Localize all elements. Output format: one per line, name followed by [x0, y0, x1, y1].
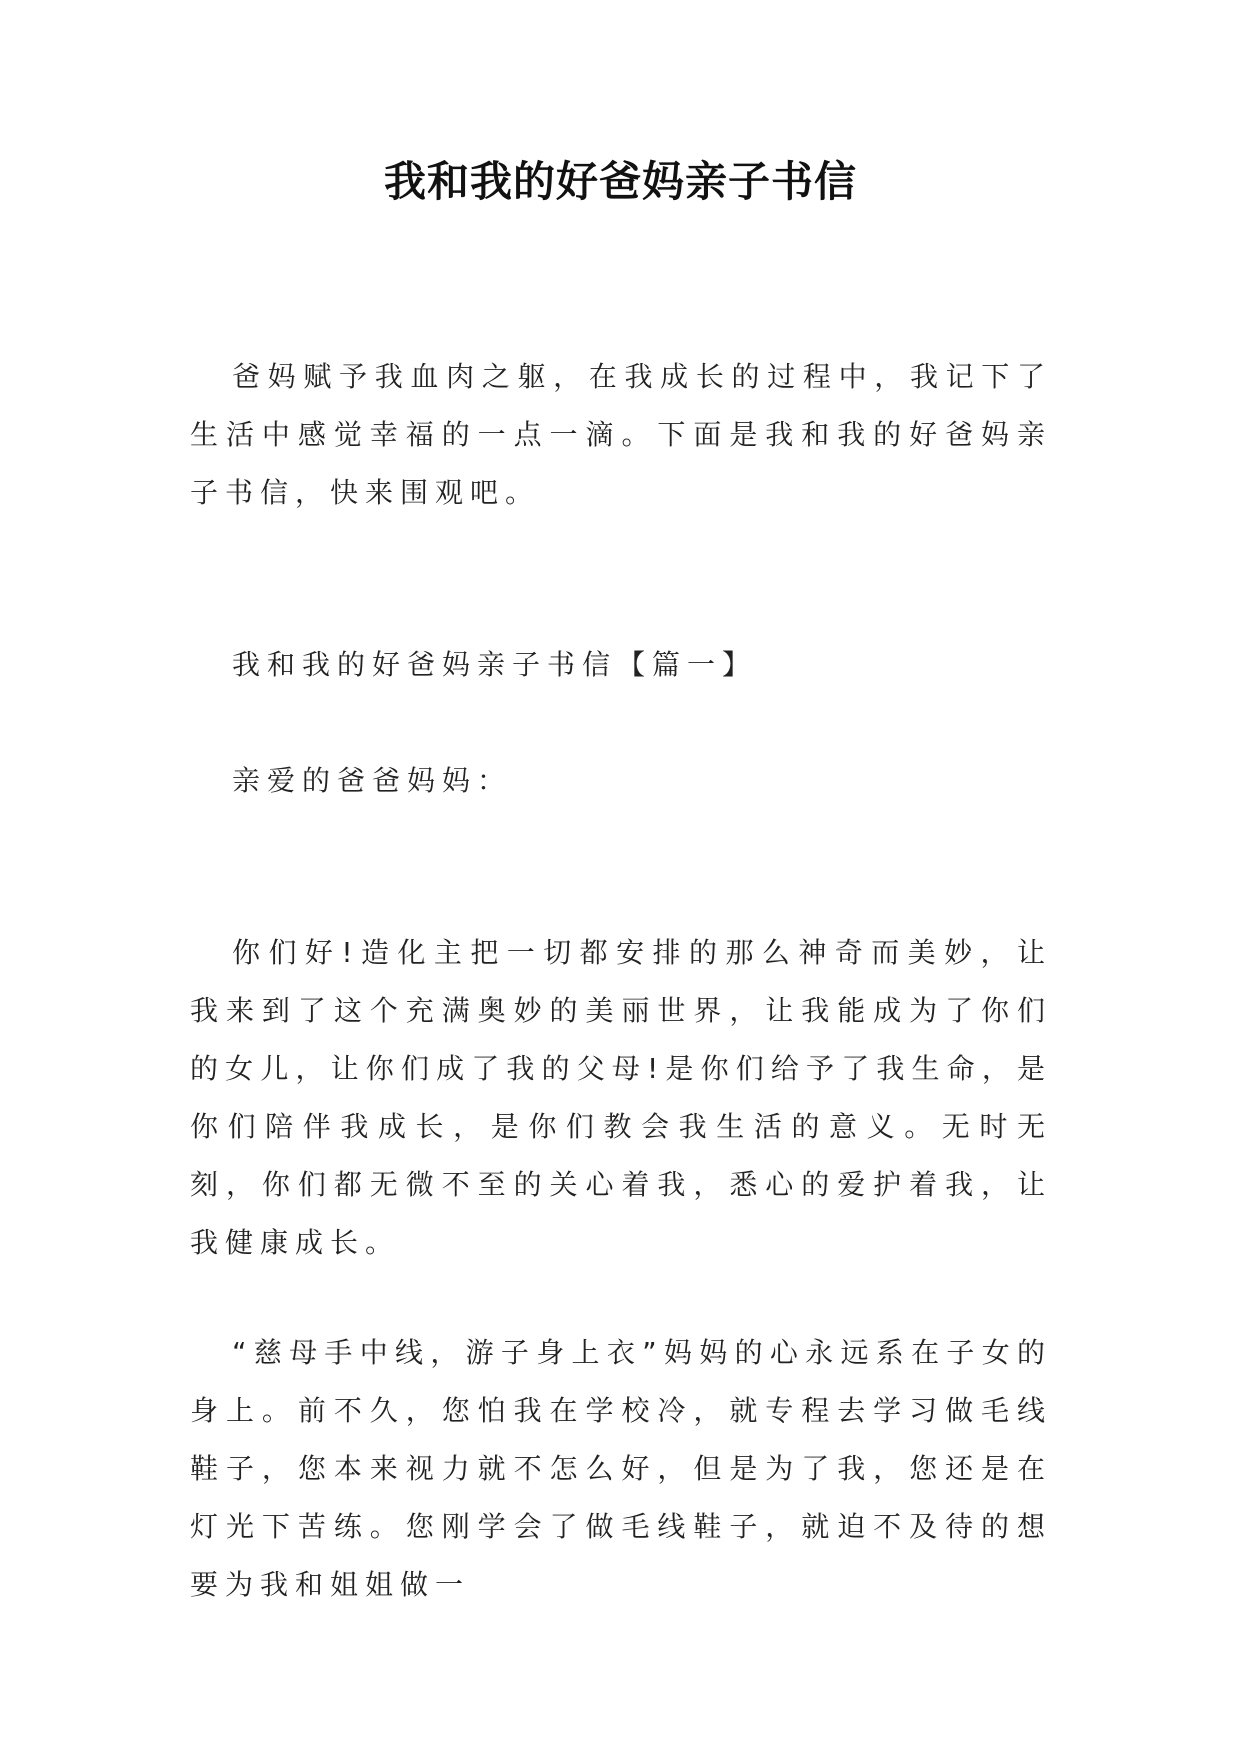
body-paragraph: “慈母手中线，游子身上衣”妈妈的心永远系在子女的身上。前不久，您怕我在学校冷，就专程去学习做毛线鞋子，您本来视力就不怎么好，但是为了我，您还是在灯光下苦练。您刚学会了做毛线鞋子，就迫不及待的想要为我和姐姐做一	[190, 1336, 1052, 1601]
intro-paragraph: 爸妈赋予我血肉之躯，在我成长的过程中，我记下了生活中感觉幸福的一点一滴。下面是我和我的好爸妈亲子书信，快来围观吧。	[190, 360, 1052, 509]
document-title: 我和我的好爸妈亲子书信	[383, 157, 857, 206]
section-heading: 我和我的好爸妈亲子书信【篇一】	[232, 648, 758, 681]
letter-greeting: 亲爱的爸爸妈妈：	[232, 764, 513, 797]
body-paragraph: 你们好!造化主把一切都安排的那么神奇而美妙，让我来到了这个充满奥妙的美丽世界，让我能成为了你们的女儿，让你们成了我的父母!是你们给予了我生命，是你们陪伴我成长，是你们教会我生活的意义。无时无刻，你们都无微不至的关心着我，悉心的爱护着我，让我健康成长。	[190, 936, 1052, 1259]
